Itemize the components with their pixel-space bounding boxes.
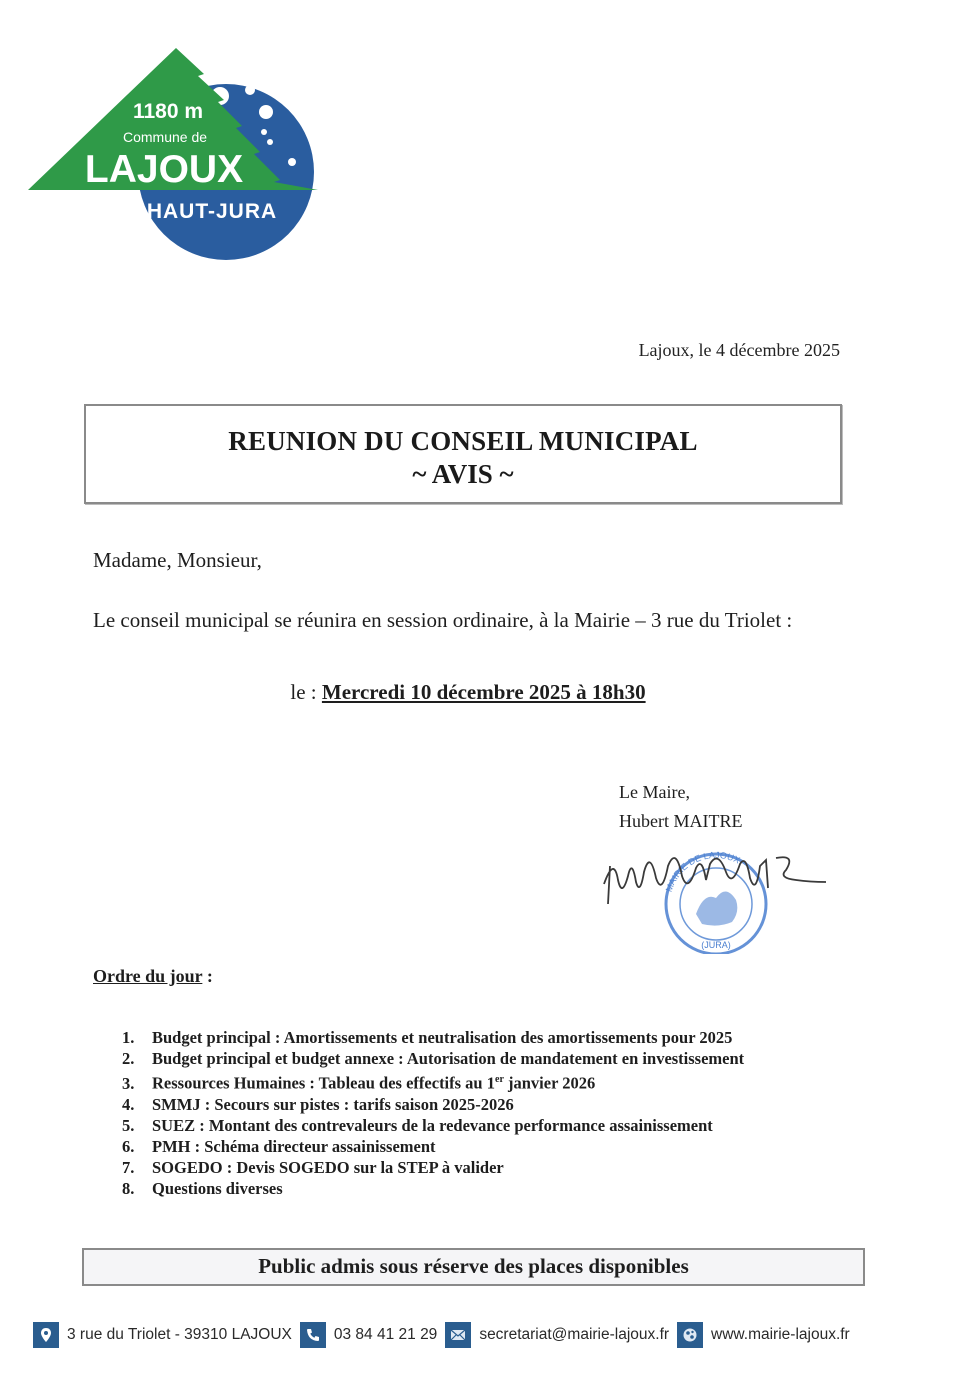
agenda-item bbox=[122, 1094, 744, 1115]
agenda-item bbox=[122, 1157, 744, 1178]
agenda-item-text: Budget principal : Amortissements et neutralisation des amortissements pour 2025 bbox=[152, 1028, 733, 1047]
agenda-item-number: 5. bbox=[122, 1115, 135, 1135]
email-link[interactable]: secretariat@mairie-lajoux.fr bbox=[479, 1326, 670, 1343]
agenda-list bbox=[122, 1027, 744, 1199]
agenda-heading-suffix: : bbox=[202, 966, 213, 986]
public-notice: Public admis sous réserve des places disponibles bbox=[82, 1248, 865, 1286]
agenda-item-text: Budget principal et budget annexe : Autorisation de mandatement en investissement bbox=[152, 1049, 745, 1068]
address-text: 3 rue du Triolet - 39310 LAJOUX bbox=[67, 1326, 292, 1343]
stamp-text-top: MAIRIE DE LAJOUX bbox=[663, 849, 742, 894]
logo-name: LAJOUX bbox=[84, 148, 244, 191]
title-box bbox=[84, 404, 842, 504]
agenda-item-number: 1. bbox=[122, 1028, 135, 1047]
agenda-heading bbox=[93, 966, 213, 987]
signer-role: Le Maire, bbox=[619, 782, 690, 802]
signature-and-stamp bbox=[600, 836, 836, 954]
agenda-item bbox=[122, 1136, 744, 1157]
meeting-datetime: Mercredi 10 décembre 2025 à 18h30 bbox=[321, 680, 646, 704]
agenda-item-text: PMH : Schéma directeur assainissement bbox=[152, 1136, 436, 1156]
agenda-item-number: 2. bbox=[122, 1049, 135, 1068]
location-pin-icon bbox=[33, 1322, 59, 1348]
convocation-paragraph: Le conseil municipal se réunira en session ordinaire, à la Mairie – 3 rue du Triolet : bbox=[93, 608, 793, 632]
agenda-item-text-end: janvier 2026 bbox=[503, 1073, 596, 1093]
signer-name: Hubert MAITRE bbox=[619, 811, 743, 831]
agenda-item-text: Questions diverses bbox=[152, 1178, 283, 1198]
footer-contact bbox=[33, 1322, 858, 1348]
place-date: Lajoux, le 4 décembre 2025 bbox=[638, 340, 840, 360]
document-subtitle: ~ AVIS ~ bbox=[412, 459, 514, 489]
handwritten-signature bbox=[604, 857, 826, 904]
document-title: REUNION DU CONSEIL MUNICIPAL bbox=[228, 426, 698, 456]
agenda-item-number: 7. bbox=[122, 1157, 135, 1177]
logo-altitude: 1180 m bbox=[132, 100, 204, 123]
agenda-item-number: 3. bbox=[122, 1073, 135, 1093]
agenda-item bbox=[122, 1027, 744, 1048]
signature-block bbox=[619, 778, 742, 836]
logo-commune-label: Commune de bbox=[122, 129, 208, 145]
website-link[interactable]: www.mairie-lajoux.fr bbox=[711, 1326, 850, 1343]
footer-email[interactable] bbox=[445, 1322, 669, 1348]
greeting: Madame, Monsieur, bbox=[93, 548, 262, 572]
meeting-date-line bbox=[0, 680, 936, 705]
footer-website[interactable] bbox=[677, 1322, 850, 1348]
phone-icon bbox=[300, 1322, 326, 1348]
agenda-item-text: SMMJ : Secours sur pistes : tarifs saison 2025-2026 bbox=[152, 1094, 514, 1114]
footer-address bbox=[33, 1322, 292, 1348]
footer-phone[interactable] bbox=[300, 1322, 437, 1348]
logo-graphic bbox=[28, 44, 320, 266]
agenda-heading-text: Ordre du jour bbox=[93, 966, 203, 986]
agenda-item-number: 8. bbox=[122, 1178, 135, 1198]
agenda-item-text: Ressources Humaines : Tableau des effectifs au 1 bbox=[152, 1073, 495, 1093]
meeting-prefix: le : bbox=[290, 680, 322, 704]
agenda-item-text: SOGEDO : Devis SOGEDO sur la STEP à valider bbox=[152, 1157, 504, 1177]
envelope-icon bbox=[445, 1322, 471, 1348]
agenda-item-superscript: er bbox=[495, 1074, 504, 1085]
commune-logo bbox=[28, 44, 320, 266]
agenda-item bbox=[122, 1069, 744, 1094]
phone-text[interactable]: 03 84 41 21 29 bbox=[333, 1326, 438, 1343]
agenda-item-number: 4. bbox=[122, 1094, 135, 1114]
agenda-item bbox=[122, 1178, 744, 1199]
logo-region: HAUT-JURA bbox=[146, 200, 278, 223]
agenda-item-text: SUEZ : Montant des contrevaleurs de la redevance performance assainissement bbox=[152, 1115, 713, 1135]
agenda-item-number: 6. bbox=[122, 1136, 135, 1156]
agenda-item bbox=[122, 1048, 744, 1069]
globe-icon bbox=[677, 1322, 703, 1348]
agenda-item bbox=[122, 1115, 744, 1136]
stamp-text-bottom: (JURA) bbox=[701, 940, 731, 950]
